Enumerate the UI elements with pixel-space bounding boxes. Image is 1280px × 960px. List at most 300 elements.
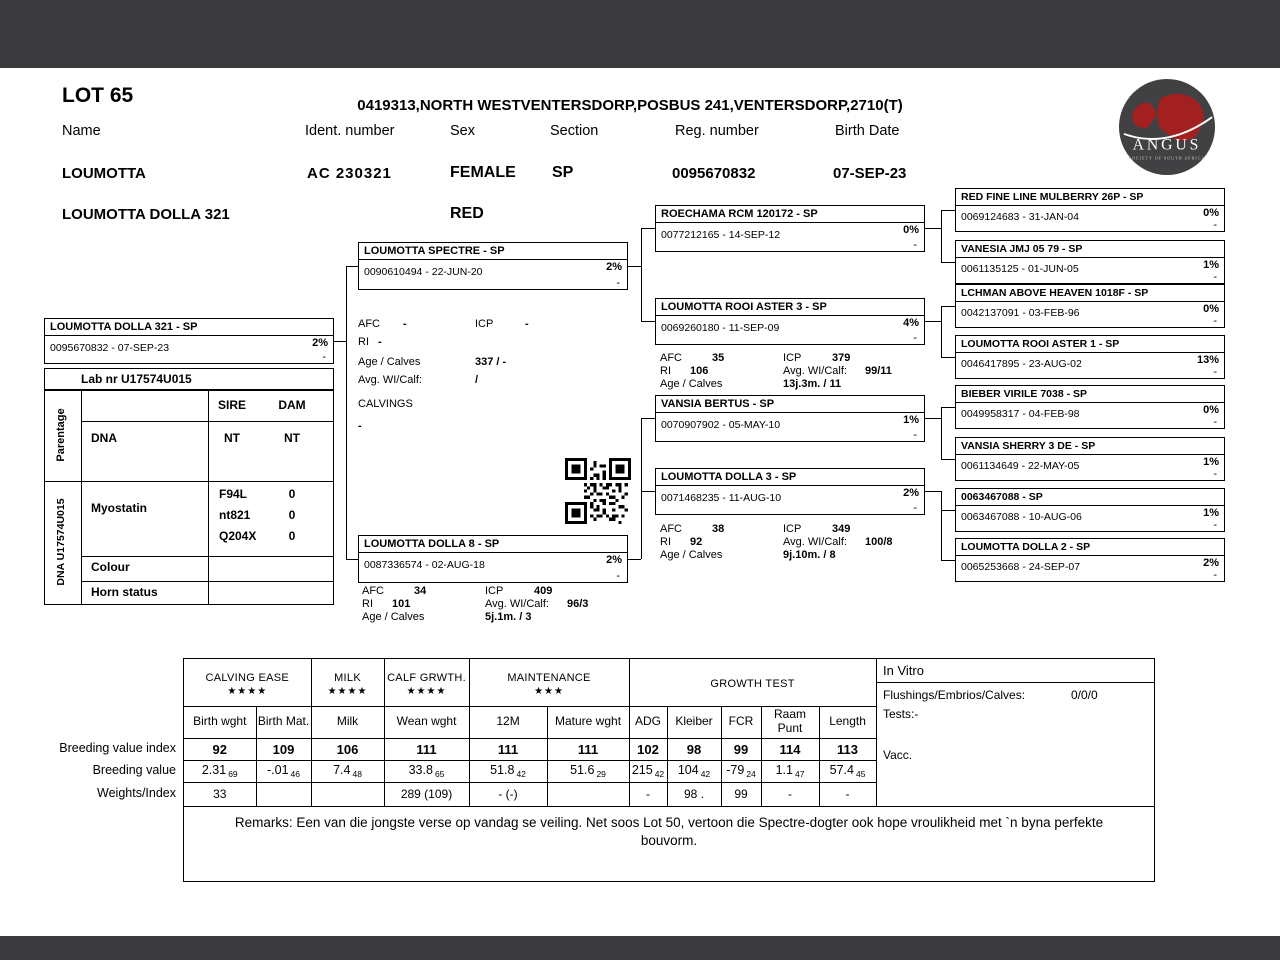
weight-cell: 33 (184, 782, 256, 806)
reg-number-value: 0095670832 (672, 165, 756, 182)
pedigree-box-sire (358, 242, 628, 290)
col-header: Kleiber (667, 706, 721, 738)
ebv-value: 57.4 (829, 762, 854, 777)
table-divider (81, 581, 333, 582)
pedigree-reg: 0061135125 - 01-JUN-05 (961, 263, 1079, 275)
inbreeding-percent: 2% (1203, 557, 1219, 569)
inbreeding-percent: 0% (1203, 207, 1219, 219)
calvings-label: CALVINGS (358, 398, 413, 410)
gene-name: Q204X (219, 529, 257, 543)
section-value: SP (552, 164, 574, 181)
inbreeding-percent: 1% (1203, 456, 1219, 468)
ebv-value: 104 (677, 762, 699, 777)
parentage-side-label: Parentage (55, 408, 67, 462)
pedigree-dash: - (616, 570, 620, 582)
index-cell: 102 (629, 738, 667, 760)
pedigree-reg: 0049958317 - 04-FEB-98 (961, 408, 1080, 420)
logo-sub-text: SOCIETY OF SOUTH AFRICA (1128, 155, 1206, 161)
pedigree-reg: 0065253668 - 24-SEP-07 (961, 561, 1081, 573)
bottom-bar (0, 936, 1280, 960)
gene-value: 0 (288, 487, 296, 501)
icp-value: 379 (832, 352, 851, 364)
sire-stats-ri (358, 336, 382, 348)
pedigree-title: RED FINE LINE MULBERRY 26P - SP (956, 189, 1224, 206)
pedigree-reg: 0046417895 - 23-AUG-02 (961, 358, 1082, 370)
pedigree-dash: - (913, 332, 917, 344)
pedigree-title: VANSIA BERTUS - SP (656, 396, 924, 413)
pedigree-box-ggp5 (955, 385, 1225, 429)
pedigree-dash: - (913, 429, 917, 441)
icp-value: 409 (534, 585, 553, 597)
connector-line (925, 491, 941, 492)
group-calf-growth (384, 659, 469, 706)
ri-label: RI (660, 365, 671, 377)
pedigree-title: LOUMOTTA DOLLA 2 - SP (956, 539, 1224, 556)
pedigree-box-gp4 (655, 468, 925, 515)
group-calving-ease (184, 659, 311, 706)
col-header: ADG (629, 706, 667, 738)
ri-value: 106 (690, 365, 709, 377)
index-cell: 113 (819, 738, 876, 760)
ebv-accuracy: 46 (290, 769, 301, 780)
afc-label: AFC (660, 352, 682, 364)
value-cell (384, 760, 469, 782)
pedigree-reg: 0095670832 - 07-SEP-23 (50, 342, 170, 354)
pedigree-title: LCHMAN ABOVE HEAVEN 1018F - SP (956, 285, 1224, 302)
icp-value: - (525, 318, 529, 330)
connector-line (346, 559, 358, 560)
weight-cell: 289 (109) (384, 782, 469, 806)
col-header: Birth Mat. (256, 706, 311, 738)
ebv-weights-row (184, 782, 876, 806)
col-header: Birth wght (184, 706, 256, 738)
ri-label: RI (358, 336, 369, 348)
lab-number: Lab nr U17574U015 (81, 372, 192, 386)
gp4-stats-line3 (660, 549, 836, 561)
calvings-value: - (358, 420, 362, 432)
ebv-accuracy: 47 (794, 769, 805, 780)
index-cell: 111 (469, 738, 547, 760)
ri-label: RI (660, 536, 671, 548)
gp4-stats-line2 (660, 536, 893, 548)
connector-line (346, 266, 358, 267)
invitro-title: In Vitro (876, 659, 1154, 683)
pedigree-box-ggp3 (955, 284, 1225, 328)
sire-stats-avg (358, 374, 478, 386)
index-cell: 92 (184, 738, 256, 760)
age-label: Age / Calves (660, 378, 723, 390)
pedigree-title: VANSIA SHERRY 3 DE - SP (956, 438, 1224, 455)
parentage-dna-table (44, 390, 334, 605)
afc-label: AFC (362, 585, 384, 597)
ri-value: - (378, 336, 382, 348)
pedigree-dash: - (1213, 219, 1217, 231)
tests-line: Tests:- (883, 707, 919, 721)
avg-value: 96/3 (567, 598, 589, 610)
pedigree-box-animal (44, 318, 334, 364)
weight-cell: - (-) (469, 782, 547, 806)
ebv-value: 1.1 (775, 762, 793, 777)
pedigree-title: LOUMOTTA DOLLA 3 - SP (656, 469, 924, 486)
dna-row-label: DNA (91, 431, 117, 445)
pedigree-dash: - (913, 239, 917, 251)
angus-society-logo (1118, 78, 1216, 181)
gene-name: F94L (219, 487, 248, 501)
ebv-accuracy: 29 (596, 769, 606, 780)
ebv-section (183, 658, 1155, 882)
pedigree-reg: 0069124683 - 31-JAN-04 (961, 211, 1079, 223)
icp-label: ICP (783, 352, 802, 364)
pedigree-reg: 0077212165 - 14-SEP-12 (661, 229, 781, 241)
pedigree-title: ROECHAMA RCM 120172 - SP (656, 206, 924, 223)
star-rating: ★★★★ (327, 685, 368, 697)
sire-stats-calvings-value (358, 420, 362, 432)
ebv-accuracy: 24 (746, 769, 756, 780)
dna-side-label: DNA U17574U015 (55, 498, 67, 586)
flushings-line (876, 683, 1154, 702)
index-cell: 111 (384, 738, 469, 760)
connector-line (641, 228, 655, 229)
connector-line (941, 459, 955, 460)
connector-line (628, 559, 641, 560)
connector-line (346, 266, 347, 559)
icp-value: 349 (832, 523, 851, 535)
row-label-weights: Weights/Index (97, 786, 176, 800)
birth-date-value: 07-SEP-23 (833, 165, 907, 182)
age-label: Age / Calves (362, 611, 425, 623)
ebv-table (184, 659, 877, 806)
avg-label: Avg. WI/Calf: (358, 374, 422, 386)
weight-cell (311, 782, 384, 806)
afc-label: AFC (660, 523, 682, 535)
ebv-value: 33.8 (408, 762, 433, 777)
ri-value: 101 (392, 598, 411, 610)
dam-stats-line3 (362, 611, 531, 623)
ebv-accuracy: 42 (700, 769, 711, 780)
table-divider (208, 391, 209, 604)
ebv-value: -79 (726, 762, 745, 777)
connector-line (925, 228, 941, 229)
ebv-value: 215 (631, 762, 653, 777)
group-milk (311, 659, 384, 706)
group-label: MAINTENANCE (507, 671, 591, 684)
icp-label: ICP (485, 585, 504, 597)
inbreeding-percent: 2% (606, 554, 622, 566)
pedigree-dash: - (1213, 416, 1217, 428)
row-label-index: Breeding value index (59, 741, 176, 755)
inbreeding-percent: 1% (1203, 259, 1219, 271)
pedigree-box-gp2 (655, 298, 925, 345)
value-cell (629, 760, 667, 782)
value-cell (819, 760, 876, 782)
value-cell (184, 760, 256, 782)
pedigree-dash: - (1213, 468, 1217, 480)
group-label: CALF GRWTH. (387, 671, 466, 684)
pedigree-dash: - (1213, 366, 1217, 378)
avg-label: Avg. WI/Calf: (783, 365, 847, 377)
pedigree-title: LOUMOTTA ROOI ASTER 1 - SP (956, 336, 1224, 353)
index-cell: 106 (311, 738, 384, 760)
col-header: Mature wght (547, 706, 629, 738)
ident-number-value: AC 230321 (307, 165, 392, 182)
weight-cell: - (819, 782, 876, 806)
index-cell: 111 (547, 738, 629, 760)
connector-line (941, 210, 955, 211)
logo-brand-text: ANGUS (1132, 136, 1202, 154)
table-divider (45, 481, 333, 482)
pedigree-reg: 0087336574 - 02-AUG-18 (364, 559, 485, 571)
weight-cell (547, 782, 629, 806)
avg-value: / (475, 374, 479, 386)
pedigree-box-ggp2 (955, 240, 1225, 284)
pedigree-dash: - (1213, 271, 1217, 283)
connector-line (925, 418, 941, 419)
index-cell: 98 (667, 738, 721, 760)
star-rating: ★★★ (534, 685, 564, 697)
flushings-value: 0/0/0 (1071, 688, 1098, 702)
dna-sire-value: NT (224, 431, 240, 445)
connector-line (334, 341, 346, 342)
group-label: GROWTH TEST (710, 678, 795, 691)
pedigree-title: VANESIA JMJ 05 79 - SP (956, 241, 1224, 258)
field-label-section: Section (550, 123, 599, 139)
col-header: Milk (311, 706, 384, 738)
afc-value: 38 (712, 523, 725, 535)
table-divider (81, 421, 333, 422)
age-value: 13j.3m. / 11 (783, 378, 842, 390)
pedigree-title: BIEBER VIRILE 7038 - SP (956, 386, 1224, 403)
ebv-group-row (184, 659, 876, 706)
index-cell: 109 (256, 738, 311, 760)
remarks-text: Remarks: Een van die jongste verse op vandag se veiling. Net soos Lot 50, vertoon die Spectre-dogter ook hope vroulikheid met `n byna perfekte bouvorm. (184, 806, 1154, 881)
colour-row-label: Colour (91, 560, 130, 574)
connector-line (641, 418, 642, 559)
value-cell (469, 760, 547, 782)
ebv-accuracy: 48 (352, 769, 362, 780)
sire-stats-afc-icp (358, 318, 529, 330)
connector-line (941, 560, 955, 561)
qr-code-image (565, 458, 631, 529)
group-label: MILK (334, 671, 361, 684)
pedigree-reg: 0070907902 - 05-MAY-10 (661, 419, 781, 431)
connector-line (941, 357, 955, 358)
pedigree-dash: - (913, 502, 917, 514)
pedigree-reg: 0090610494 - 22-JUN-20 (364, 266, 483, 278)
row-label-value: Breeding value (92, 763, 176, 777)
connector-line (941, 407, 942, 459)
value-cell (547, 760, 629, 782)
dam-stats-line1 (362, 585, 552, 597)
pedigree-dash: - (616, 277, 620, 289)
connector-line (925, 321, 941, 322)
pedigree-reg: 0063467088 - 10-AUG-06 (961, 511, 1082, 523)
group-label: CALVING EASE (205, 671, 289, 684)
value-cell (761, 760, 819, 782)
pedigree-dash: - (322, 351, 326, 363)
pedigree-box-ggp1 (955, 188, 1225, 232)
inbreeding-percent: 0% (1203, 303, 1219, 315)
col-header: Raam Punt (761, 706, 819, 738)
pedigree-reg: 0061134649 - 22-MAY-05 (961, 460, 1080, 472)
owner-address: 0419313,NORTH WESTVENTERSDORP,POSBUS 241,VENTERSDORP,2710(T) (357, 97, 903, 114)
weight-cell: 99 (721, 782, 761, 806)
gp2-stats-line2 (660, 365, 892, 377)
star-rating: ★★★★ (227, 685, 268, 697)
ebv-accuracy: 42 (516, 769, 526, 780)
dam-column-header: DAM (278, 398, 306, 412)
connector-line (941, 510, 955, 511)
value-cell (667, 760, 721, 782)
flushings-label: Flushings/Embrios/Calves: (883, 688, 1026, 702)
col-header: Wean wght (384, 706, 469, 738)
age-value: 9j.10m. / 8 (783, 549, 836, 561)
field-label-name: Name (62, 123, 101, 139)
ebv-value: 51.8 (490, 762, 515, 777)
connector-line (628, 266, 641, 267)
weight-cell: 98 . (667, 782, 721, 806)
logo-graphic (1118, 78, 1216, 176)
index-cell: 114 (761, 738, 819, 760)
pedigree-reg: 0069260180 - 11-SEP-09 (661, 322, 780, 334)
ebv-index-row (184, 738, 876, 760)
inbreeding-percent: 4% (903, 317, 919, 329)
inbreeding-percent: 2% (606, 261, 622, 273)
inbreeding-percent: 1% (903, 414, 919, 426)
ebv-accuracy: 69 (228, 769, 238, 780)
dna-dam-value: NT (284, 431, 300, 445)
top-bar (0, 0, 1280, 68)
weight-cell: - (761, 782, 819, 806)
animal-name-value: LOUMOTTA (62, 165, 146, 182)
inbreeding-percent: 0% (903, 224, 919, 236)
ebv-header-row (184, 706, 876, 738)
pedigree-title: LOUMOTTA DOLLA 321 - SP (45, 319, 333, 336)
inbreeding-percent: 0% (1203, 404, 1219, 416)
ri-label: RI (362, 598, 373, 610)
ebv-value-row (184, 760, 876, 782)
sire-stats-age (358, 356, 506, 368)
colour-value: RED (450, 205, 484, 222)
connector-line (641, 491, 655, 492)
invitro-panel (876, 659, 1154, 806)
col-header: 12M (469, 706, 547, 738)
icp-label: ICP (475, 318, 494, 330)
vacc-line: Vacc. (883, 748, 913, 762)
inbreeding-percent: 2% (903, 487, 919, 499)
myostatin-label: Myostatin (91, 501, 148, 515)
gene-value: 0 (288, 529, 296, 543)
avg-value: 99/11 (865, 365, 892, 377)
col-header: FCR (721, 706, 761, 738)
pedigree-box-ggp8 (955, 538, 1225, 582)
pedigree-title: 0063467088 - SP (956, 489, 1224, 506)
horn-status-row-label: Horn status (91, 585, 158, 599)
group-maintenance (469, 659, 629, 706)
lot-number: LOT 65 (62, 84, 134, 107)
connector-line (941, 262, 955, 263)
gp2-stats-line1 (660, 352, 850, 364)
age-label: Age / Calves (660, 549, 723, 561)
connector-line (941, 306, 955, 307)
afc-value: 34 (414, 585, 427, 597)
index-cell: 99 (721, 738, 761, 760)
afc-value: 35 (712, 352, 725, 364)
connector-line (941, 407, 955, 408)
lab-number-box (44, 368, 334, 390)
ri-value: 92 (690, 536, 703, 548)
connector-line (941, 491, 942, 560)
pedigree-title: LOUMOTTA SPECTRE - SP (359, 243, 627, 260)
animal-full-name: LOUMOTTA DOLLA 321 (62, 206, 230, 223)
table-divider (81, 391, 82, 604)
avg-label: Avg. WI/Calf: (783, 536, 847, 548)
inbreeding-percent: 2% (312, 337, 328, 349)
ebv-accuracy: 42 (654, 769, 665, 780)
sex-value: FEMALE (450, 164, 516, 181)
pedigree-box-ggp7 (955, 488, 1225, 532)
ebv-accuracy: 45 (855, 769, 866, 780)
weight-cell: - (629, 782, 667, 806)
afc-label: AFC (358, 318, 380, 330)
gp2-stats-line3 (660, 378, 841, 390)
field-label-reg: Reg. number (675, 123, 759, 139)
pedigree-title: LOUMOTTA DOLLA 8 - SP (359, 536, 627, 553)
group-growth-test (629, 659, 876, 706)
pedigree-dash: - (1213, 519, 1217, 531)
pedigree-box-ggp4 (955, 335, 1225, 379)
connector-line (941, 210, 942, 262)
connector-line (641, 321, 655, 322)
star-rating: ★★★★ (406, 685, 447, 697)
inbreeding-percent: 1% (1203, 507, 1219, 519)
field-label-birth: Birth Date (835, 123, 900, 139)
field-label-sex: Sex (450, 123, 475, 139)
gene-name: nt821 (219, 508, 251, 522)
ebv-value: -.01 (267, 762, 289, 777)
avg-value: 100/8 (865, 536, 893, 548)
value-cell (721, 760, 761, 782)
pedigree-dash: - (1213, 569, 1217, 581)
age-value: 5j.1m. / 3 (485, 611, 532, 623)
sire-column-header: SIRE (217, 398, 246, 412)
pedigree-reg: 0071468235 - 11-AUG-10 (661, 492, 782, 504)
pedigree-box-ggp6 (955, 437, 1225, 481)
ebv-value: 7.4 (333, 762, 351, 777)
gene-value: 0 (288, 508, 296, 522)
dam-stats-line2 (362, 598, 588, 610)
pedigree-title: LOUMOTTA ROOI ASTER 3 - SP (656, 299, 924, 316)
field-label-ident: Ident. number (305, 123, 395, 139)
table-divider (81, 556, 333, 557)
weight-cell (256, 782, 311, 806)
age-label: Age / Calves (358, 356, 421, 368)
pedigree-box-gp1 (655, 205, 925, 252)
pedigree-dash: - (1213, 315, 1217, 327)
afc-value: - (403, 318, 407, 330)
connector-line (641, 228, 642, 322)
pedigree-box-gp3 (655, 395, 925, 442)
inbreeding-percent: 13% (1196, 354, 1219, 366)
value-cell (256, 760, 311, 782)
connector-line (941, 306, 942, 357)
pedigree-reg: 0042137091 - 03-FEB-96 (961, 307, 1080, 319)
icp-label: ICP (783, 523, 802, 535)
ebv-value: 2.31 (201, 762, 227, 777)
value-cell (311, 760, 384, 782)
pedigree-box-dam (358, 535, 628, 583)
gp4-stats-line1 (660, 523, 850, 535)
age-value: 337 / - (475, 356, 507, 368)
